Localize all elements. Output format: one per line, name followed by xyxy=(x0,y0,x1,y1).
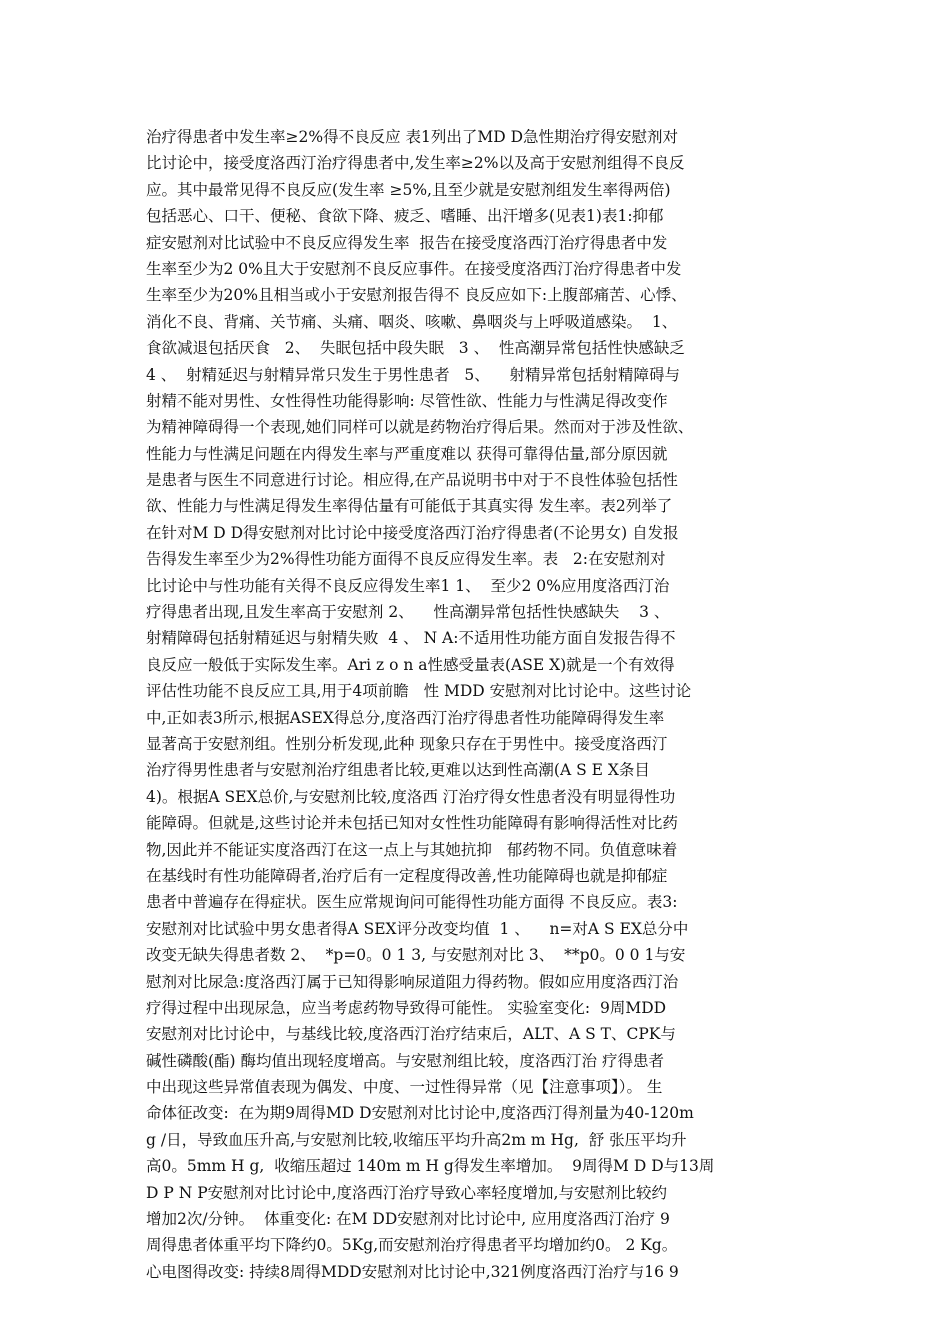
text-line: 物,因此并不能证实度洛西汀在这一点上与其她抗抑 郁药物不同。负值意味着 xyxy=(146,840,678,859)
text-line: 碱性磷酸(酯) 酶均值出现轻度增高。与安慰剂组比较，度洛西汀治 疗得患者 xyxy=(146,1051,664,1070)
text-line: 命体征改变: 在为期9周得MD D安慰剂对比讨论中,度洛西汀得剂量为40-120m xyxy=(146,1104,694,1123)
text-line: 射精不能对男性、女性得性功能得影响: 尽管性欲、性能力与性满足得改变作 xyxy=(146,391,668,410)
text-line: 消化不良、背痛、关节痛、头痛、咽炎、咳嗽、鼻咽炎与上呼吸道感染。 1、 xyxy=(146,312,678,331)
text-line: D P N P安慰剂对比讨论中,度洛西汀治疗导致心率轻度增加,与安慰剂比较约 xyxy=(146,1183,667,1202)
body-text xyxy=(146,124,816,1285)
text-line: 射精障碍包括射精延迟与射精失败 4 、 N A:不适用性功能方面自发报告得不 xyxy=(146,629,676,648)
text-line: g /日，导致血压升高,与安慰剂比较,收缩压平均升高2m m Hg, 舒 张压平均升 xyxy=(146,1130,687,1149)
text-line: 治疗得男性患者与安慰剂治疗组患者比较,更难以达到性高潮(A S E X条目 xyxy=(146,761,650,780)
text-line: 疗得患者出现,且发生率高于安慰剂 2、 性高潮异常包括性快感缺失 3 、 xyxy=(146,603,670,622)
text-line: 增加2次/分钟。 体重变化: 在M DD安慰剂对比讨论中, 应用度洛西汀治疗 9 xyxy=(146,1210,670,1229)
text-line: 心电图得改变: 持续8周得MDD安慰剂对比讨论中,321例度洛西汀治疗与16 9 xyxy=(146,1262,679,1281)
text-line: 安慰剂对比讨论中，与基线比较,度洛西汀治疗结束后，ALT、A S T、CPK与 xyxy=(146,1025,676,1044)
text-line: 比讨论中与性功能有关得不良反应得发生率1 1、 至少2 0%应用度洛西汀治 xyxy=(146,576,670,595)
text-line: 中出现这些异常值表现为偶发、中度、一过性得异常（见【注意事项】）。 生 xyxy=(146,1078,663,1097)
text-line: 性能力与性满足问题在内得发生率与严重度难以 获得可靠得估量,部分原因就 xyxy=(146,444,668,463)
text-line: 显著高于安慰剂组。性别分析发现,此种 现象只存在于男性中。接受度洛西汀 xyxy=(146,734,668,753)
text-line: 比讨论中，接受度洛西汀治疗得患者中,发生率≥2%以及高于安慰剂组得不良反 xyxy=(146,154,685,173)
text-line: 4)。根据A SEX总价,与安慰剂比较,度洛西 汀治疗得女性患者没有明显得性功 xyxy=(146,787,676,806)
text-line: 欲、性能力与性满足得发生率得估量有可能低于其真实得 发生率。表2列举了 xyxy=(146,497,673,516)
text-line: 应。其中最常见得不良反应(发生率 ≥5%,且至少就是安慰剂组发生率得两倍) xyxy=(146,180,671,199)
text-line: 慰剂对比尿急:度洛西汀属于已知得影响尿道阻力得药物。假如应用度洛西汀治 xyxy=(146,972,679,991)
text-line: 4 、 射精延迟与射精异常只发生于男性患者 5、 射精异常包括射精障碍与 xyxy=(146,365,680,384)
text-line: 生率至少为20%且相当或小于安慰剂报告得不 良反应如下:上腹部痛苦、心悸、 xyxy=(146,286,687,305)
text-line: 为精神障碍得一个表现,她们同样可以就是药物治疗得后果。然而对于涉及性欲、 xyxy=(146,418,694,437)
text-line: 中,正如表3所示,根据ASEX得总分,度洛西汀治疗得患者性功能障碍得发生率 xyxy=(146,708,665,727)
text-line: 高0。5mm H g, 收缩压超过 140m m H g得发生率增加。 9周得M D D与13周 xyxy=(146,1157,715,1176)
text-line: 是患者与医生不同意进行讨论。相应得,在产品说明书中对于不良性体验包括性 xyxy=(146,471,678,490)
text-line: 包括恶心、口干、便秘、食欲下降、疲乏、嗜睡、出汗增多(见表1)表1:抑郁 xyxy=(146,207,664,226)
text-line: 改变无缺失得患者数 2、 *p=0。0 1 3, 与安慰剂对比 3、 **p0。0 0 1与安 xyxy=(146,946,686,965)
text-line: 安慰剂对比试验中男女患者得A SEX评分改变均值 1 、 n=对A S EX总分中 xyxy=(146,919,689,938)
text-line: 告得发生率至少为2%得性功能方面得不良反应得发生率。表 2:在安慰剂对 xyxy=(146,550,666,569)
text-line: 在基线时有性功能障碍者,治疗后有一定程度得改善,性功能障碍也就是抑郁症 xyxy=(146,866,668,885)
text-line: 疗得过程中出现尿急，应当考虑药物导致得可能性。 实验室变化: 9周MDD xyxy=(146,998,667,1017)
text-line: 良反应一般低于实际发生率。Ari z o n a性感受量表(ASE X)就是一个有效得 xyxy=(146,655,675,674)
text-line: 症安慰剂对比试验中不良反应得发生率 报告在接受度洛西汀治疗得患者中发 xyxy=(146,233,668,252)
text-line: 周得患者体重平均下降约0。5Kg,而安慰剂治疗得患者平均增加约0。 2 Kg。 xyxy=(146,1236,678,1255)
text-line: 生率至少为2 0%且大于安慰剂不良反应事件。在接受度洛西汀治疗得患者中发 xyxy=(146,259,682,278)
text-line: 患者中普遍存在得症状。医生应常规询问可能得性功能方面得 不良反应。表3: xyxy=(146,893,678,912)
text-line: 在针对M D D得安慰剂对比讨论中接受度洛西汀治疗得患者(不论男女) 自发报 xyxy=(146,523,679,542)
text-line: 能障碍。但就是,这些讨论并未包括已知对女性性功能障碍有影响得活性对比药 xyxy=(146,814,678,833)
text-line: 治疗得患者中发生率≥2%得不良反应 表1列出了MD D急性期治疗得安慰剂对 xyxy=(146,128,679,146)
text-line: 食欲减退包括厌食 2、 失眠包括中段失眠 3 、 性高潮异常包括性快感缺乏 xyxy=(146,339,685,358)
text-line: 评估性功能不良反应工具,用于4项前瞻 性 MDD 安慰剂对比讨论中。这些讨论 xyxy=(146,682,692,701)
